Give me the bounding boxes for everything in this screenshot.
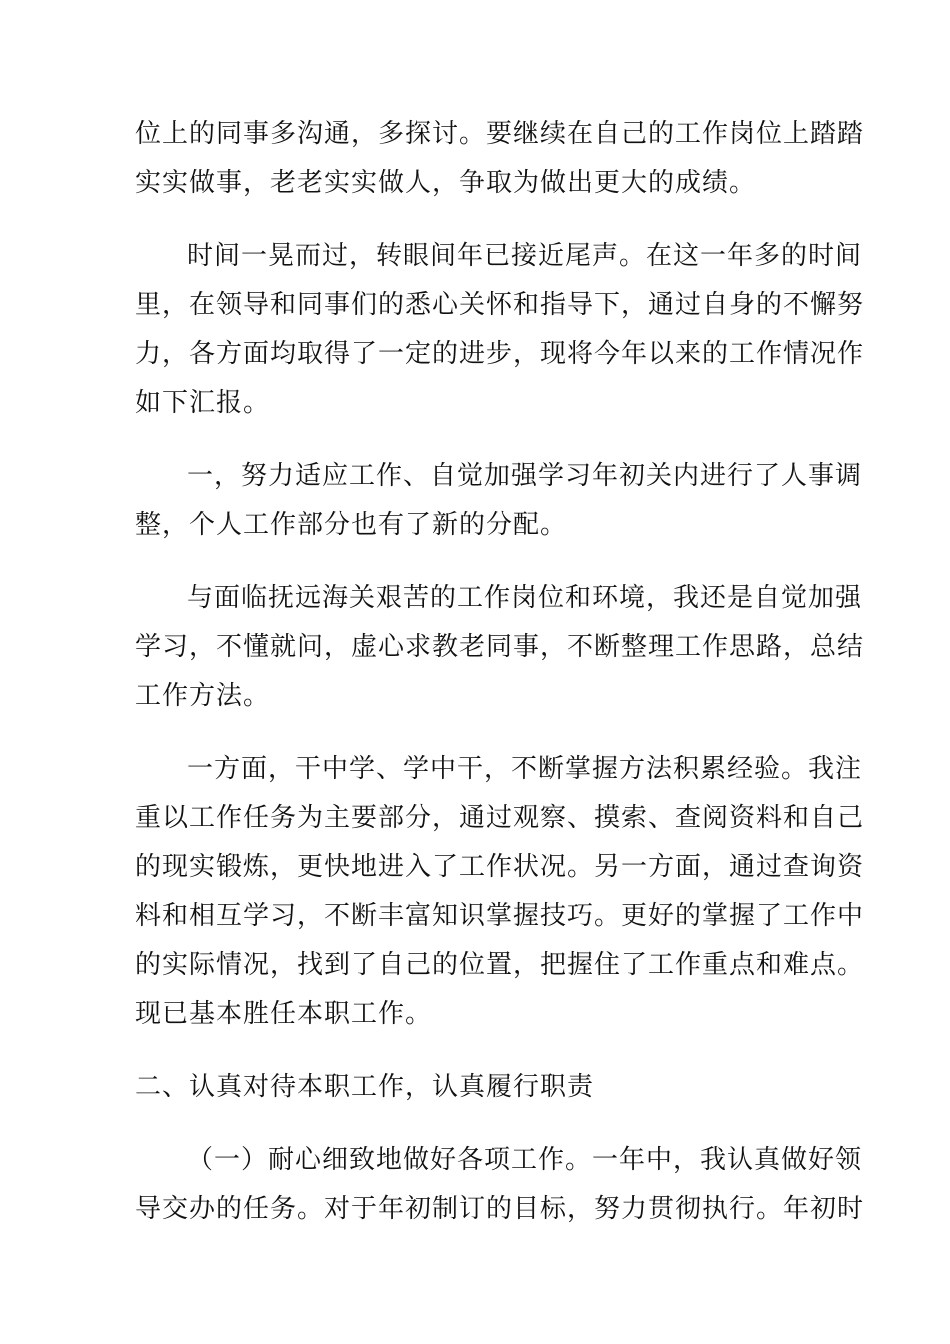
text-line: 一方面，干中学、学中干，不断掌握方法积累经验。我注	[187, 754, 863, 784]
text-line: 与面临抚远海关艰苦的工作岗位和环境，我还是自觉加强	[187, 583, 863, 613]
text-line: 里，在领导和同事们的悉心关怀和指导下，通过自身的不懈努	[135, 290, 865, 320]
paragraph-2	[135, 232, 865, 428]
text-line: 料和相互学习，不断丰富知识掌握技巧。更好的掌握了工作中	[135, 901, 865, 931]
text-line: 工作方法。	[135, 681, 271, 711]
text-line: 整，个人工作部分也有了新的分配。	[135, 510, 568, 540]
paragraph-4	[135, 574, 865, 721]
paragraph-5	[135, 745, 865, 1039]
text-line: 重以工作任务为主要部分，通过观察、摸索、查阅资料和自己	[135, 803, 865, 833]
paragraph-6	[135, 1136, 865, 1234]
paragraph-3	[135, 452, 863, 550]
text-line: 实实做事，老老实实做人，争取为做出更大的成绩。	[135, 168, 757, 198]
text-line: 二、认真对待本职工作，认真履行职责	[135, 1072, 595, 1102]
text-line: 力，各方面均取得了一定的进步，现将今年以来的工作情况作	[135, 339, 865, 369]
text-line: 的现实锻炼，更快地进入了工作状况。另一方面，通过查询资	[135, 852, 865, 882]
text-line: 位上的同事多沟通，多探讨。要继续在自己的工作岗位上踏踏	[135, 119, 865, 149]
text-line: 现已基本胜任本职工作。	[135, 999, 433, 1029]
text-line: 的实际情况，找到了自己的位置，把握住了工作重点和难点。	[135, 950, 865, 980]
text-line: 学习，不懂就问，虚心求教老同事，不断整理工作思路，总结	[135, 632, 865, 662]
text-line: 导交办的任务。对于年初制订的目标，努力贯彻执行。年初时	[135, 1194, 865, 1224]
text-line: 时间一晃而过，转眼间年已接近尾声。在这一年多的时间	[187, 241, 863, 271]
text-line: （一）耐心细致地做好各项工作。一年中，我认真做好领	[187, 1145, 863, 1175]
text-line: 如下汇报。	[135, 388, 271, 418]
section-heading	[135, 1063, 835, 1112]
document-body	[135, 110, 865, 1258]
paragraph-1	[135, 110, 865, 208]
text-line: 一，努力适应工作、自觉加强学习年初关内进行了人事调	[187, 461, 863, 491]
